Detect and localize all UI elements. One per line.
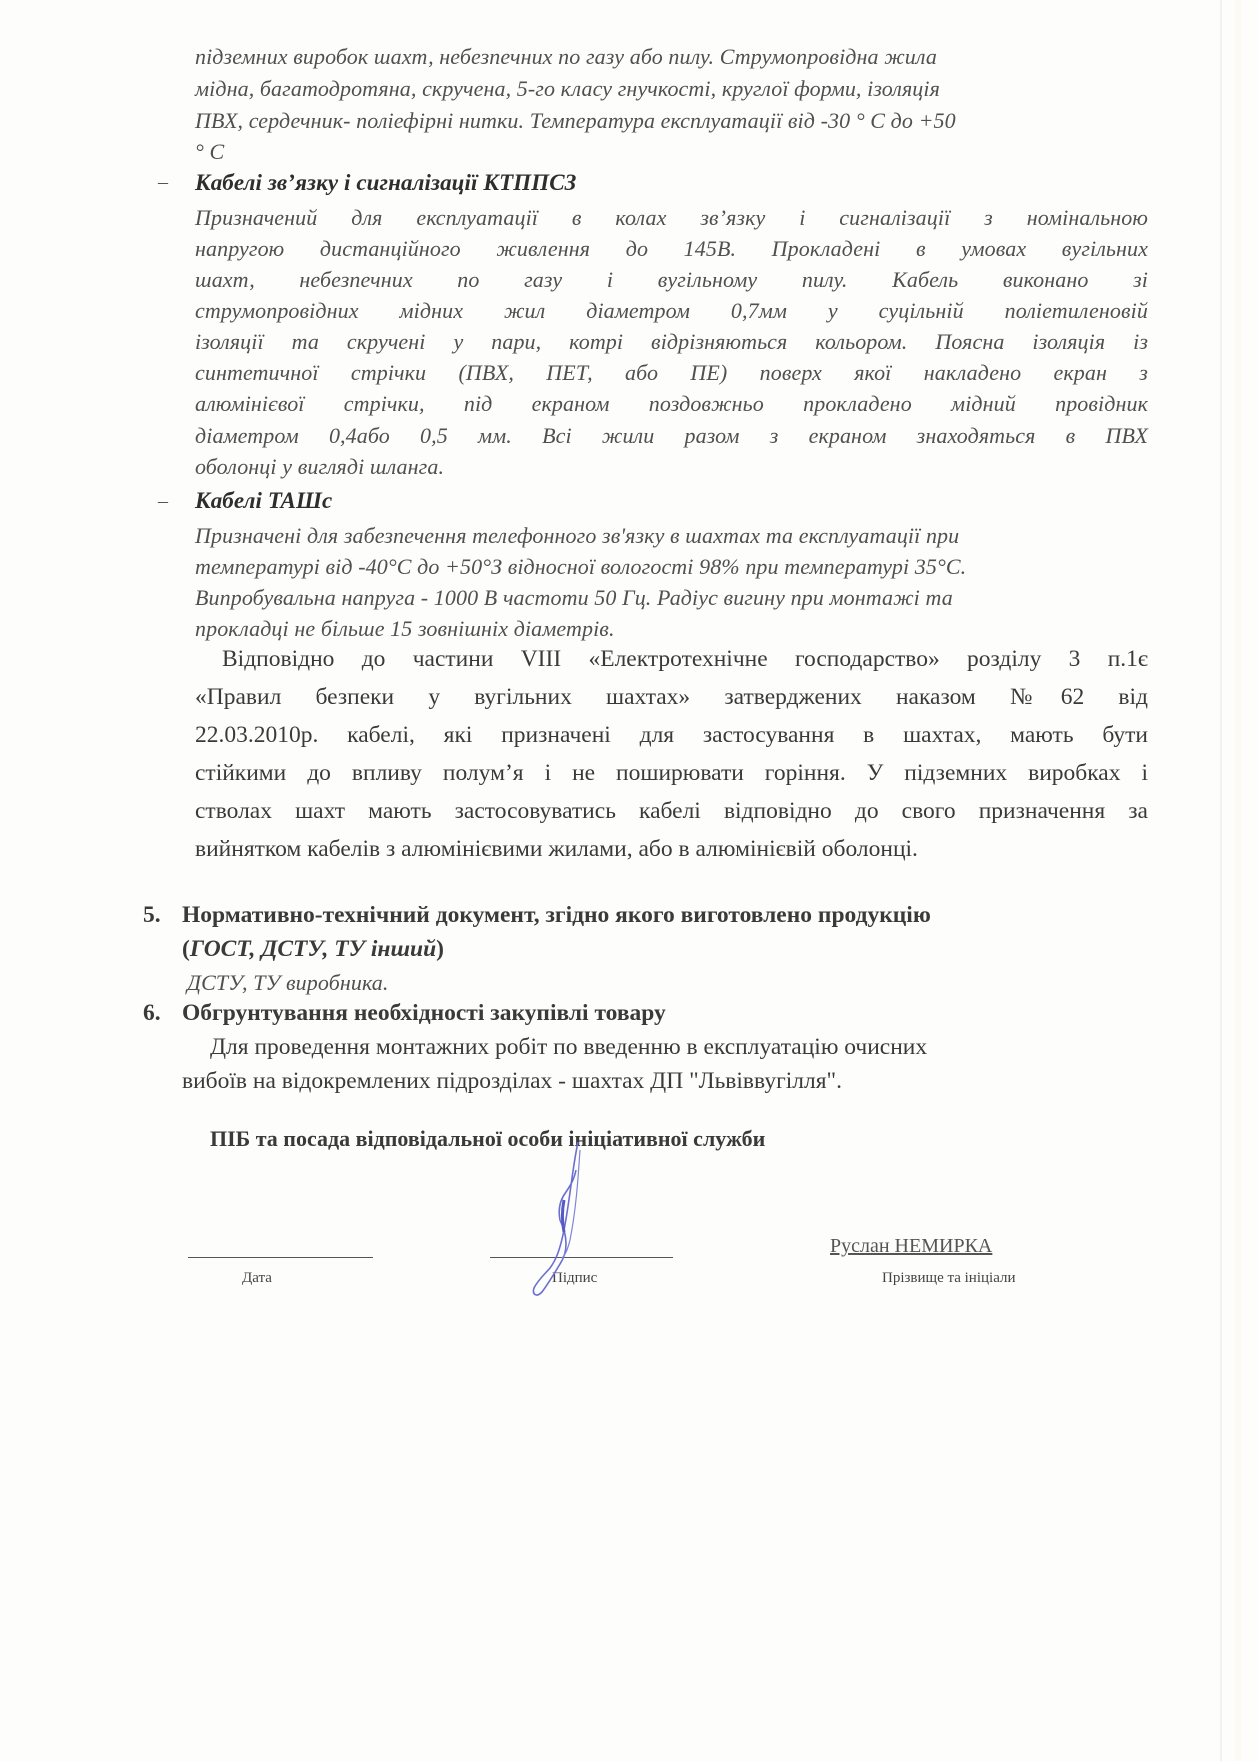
responsible-heading: ПІБ та посада відповідальної особи ініціативної служби <box>210 1126 766 1151</box>
section-title: Нормативно-технічний документ, згідно якого виготовлено продукцію <box>182 902 931 928</box>
text-line: струмопровідних мідних жил діаметром 0,7мм у суцільній поліетиленовій <box>195 298 1148 323</box>
text-line: ізоляції та скручені у пари, котрі відрізняються кольором. Поясна ізоляція із <box>195 329 1148 354</box>
date-label: Дата <box>242 1270 272 1286</box>
paren-open: ( <box>182 936 190 962</box>
text-line: шахт, небезпечних по газу і вугільному пилу. Кабель виконано зі <box>195 267 1148 292</box>
text-line: «Правил безпеки у вугільних шахтах» затверджених наказом №62 від <box>195 684 1148 710</box>
bullet-title: Кабелі зв’язку і сигналізації КТППСЗ <box>195 170 577 195</box>
scan-edge <box>1220 0 1222 1761</box>
text-line: діаметром 0,4або 0,5 мм. Всі жили разом з екраном знаходяться в ПВХ <box>195 423 1148 448</box>
text-line: Для проведення монтажних робіт по введенню в експлуатацію очисних <box>210 1034 928 1060</box>
text-line: синтетичної стрічки (ПВХ, ПЕТ, або ПЕ) поверх якої накладено екран з <box>195 360 1148 385</box>
text-line: Призначений для експлуатації в колах зв’язку і сигналізації з номінальною <box>195 205 1148 230</box>
signature-label: Підпис <box>552 1270 598 1286</box>
handwritten-signature-icon <box>520 1140 590 1300</box>
section-answer: ДСТУ, ТУ виробника. <box>187 970 389 995</box>
section-title: Обгрунтування необхідності закупівлі товару <box>182 1000 666 1026</box>
section-number: 6. <box>143 1000 161 1026</box>
date-line <box>188 1257 373 1258</box>
scan-edge-tint <box>1235 0 1241 1761</box>
paren-close: ) <box>436 936 444 962</box>
text-line: Призначені для забезпечення телефонного зв'язку в шахтах та експлуатації при <box>195 523 960 548</box>
text-line: 22.03.2010р. кабелі, які призначені для застосування в шахтах, мають бути <box>195 722 1148 748</box>
text-line: напругою дистанційного живлення до 145В. Прокладені в умовах вугільних <box>195 236 1148 261</box>
text-line: Відповідно до частини VIII «Електротехнічне господарство» розділу 3 п.1є <box>222 646 1148 672</box>
responsible-name: Руслан НЕМИРКА <box>830 1235 993 1257</box>
bullet-dash: – <box>158 490 168 512</box>
bullet-title: Кабелі ТАШс <box>195 488 333 513</box>
text-line: ° С <box>195 139 225 164</box>
text-line: прокладці не більше 15 зовнішніх діаметрів. <box>195 616 615 641</box>
text-line: мідна, багатодротяна, скручена, 5-го класу гнучкості, круглої форми, ізоляція <box>195 76 940 101</box>
text-line: оболонці у вигляді шланга. <box>195 454 445 479</box>
section-number: 5. <box>143 902 161 928</box>
text-line: підземних виробок шахт, небезпечних по газу або пилу. Струмопровідна жила <box>195 44 937 69</box>
name-label: Прізвище та ініціали <box>882 1270 1016 1286</box>
text-line: стволах шахт мають застосовуватись кабелі відповідно до свого призначення за <box>195 798 1148 824</box>
text-line: Випробувальна напруга - 1000 В частоти 50 Гц. Радіус вигину при монтажі та <box>195 585 953 610</box>
section-subtitle <box>182 936 444 963</box>
text-line: алюмінієвої стрічки, під екраном поздовжньо прокладено мідний провідник <box>195 391 1148 416</box>
bullet-dash: – <box>158 171 168 193</box>
text-line: ПВХ, сердечник- поліефірні нитки. Температура експлуатації від -30 ° С до +50 <box>195 108 956 133</box>
text-line: стійкими до впливу полум’я і не поширювати горіння. У підземних виробках і <box>195 760 1148 786</box>
text-line: вибоїв на відокремлених підрозділах - шахтах ДП "Львіввугілля". <box>182 1068 842 1094</box>
standards-list: ГОСТ, ДСТУ, ТУ інший <box>189 936 437 962</box>
text-line: вийнятком кабелів з алюмінієвими жилами, або в алюмінієвій оболонці. <box>195 836 918 862</box>
text-line: температурі від -40°С до +50°З відносної вологості 98% при температурі 35°С. <box>195 554 967 579</box>
